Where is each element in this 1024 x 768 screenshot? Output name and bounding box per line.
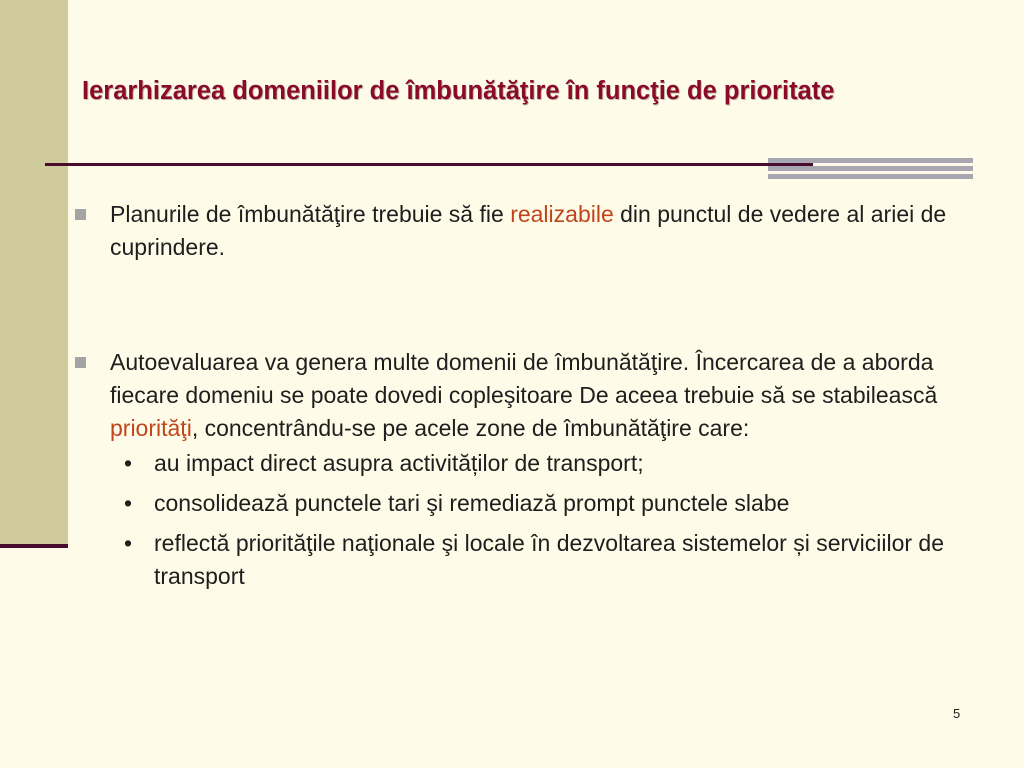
dot-bullet-icon: •: [124, 530, 133, 556]
bullet-item: [72, 198, 982, 264]
slide-body: [72, 198, 982, 600]
sub-bullet-item: [72, 447, 982, 480]
left-accent-bar: [0, 0, 68, 546]
bullet-text-part: , concentrându-se pe acele zone de îmbunătăţire care:: [191, 415, 750, 441]
highlight-text: realizabile: [510, 201, 614, 227]
bullet-text-part: Autoevaluarea va genera multe domenii de îmbunătăţire. Încercarea de a aborda fiecare domeniu se poate dovedi copleşitoare De aceea trebuie să se stabilească: [110, 349, 938, 408]
bullet-text: [110, 349, 937, 441]
slide-title: Ierarhizarea domeniilor de îmbunătăţire în funcţie de prioritate: [82, 77, 835, 105]
bullet-text: [110, 201, 946, 260]
decorative-bar: [768, 158, 973, 163]
sub-bullet-text: consolidează punctele tari şi remediază prompt punctele slabe: [154, 490, 790, 516]
sub-bullet-item: [72, 527, 982, 593]
dot-bullet-icon: •: [124, 490, 133, 516]
title-rule: [45, 163, 813, 166]
dot-bullet-icon: •: [124, 450, 133, 476]
page-number: 5: [953, 706, 961, 721]
square-bullet-icon: [75, 357, 86, 368]
decorative-bar: [768, 174, 973, 179]
bullet-text-part: din punctul de vedere al ariei de cuprindere.: [110, 201, 947, 260]
sub-bullet-list: [72, 447, 982, 593]
decorative-bar: [768, 166, 973, 171]
sub-bullet-text: au impact direct asupra activităților de transport;: [154, 450, 644, 476]
sub-bullet-text: reflectă priorităţile naţionale şi locale în dezvoltarea sistemelor și serviciilor de transport: [154, 530, 945, 589]
left-bar-rule: [0, 544, 68, 548]
square-bullet-icon: [75, 209, 86, 220]
sub-bullet-item: [72, 487, 982, 520]
bullet-item: [72, 346, 982, 445]
bullet-text-part: Planurile de îmbunătăţire trebuie să fie: [110, 201, 511, 227]
highlight-text: priorităţi: [110, 415, 192, 441]
